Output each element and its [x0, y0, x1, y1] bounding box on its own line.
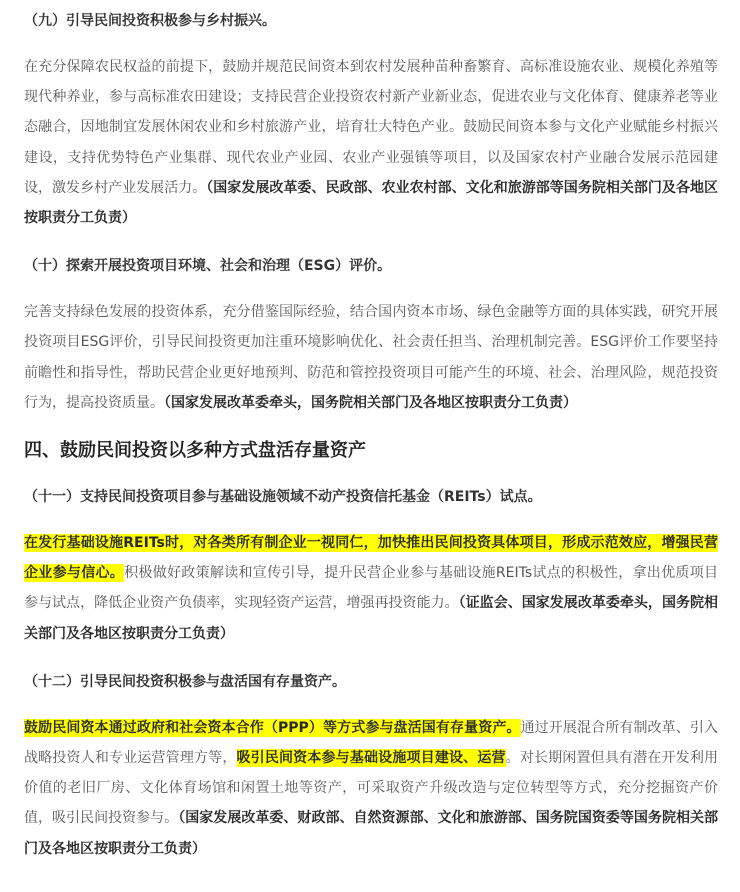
section-10-paragraph — [24, 297, 718, 418]
section-9-body: 在充分保障农民权益的前提下，鼓励并规范民间资本到农村发展种苗种畜繁育、高标准设施农业、规模化养殖等现代种养业，参与高标准农田建设；支持民营企业投资农村新产业新业态，促进农业与文化体育、健康养老等业态融合，因地制宜发展休闲农业和乡村旅游产业，培育壮大特色产业。鼓励民间资本参与文化产业赋能乡村振兴建设，支持优势特色产业集群、现代农业产业园、农业产业强镇等项目，以及国家农村产业融合发展示范园建设，激发乡村产业发展活力。 — [24, 59, 718, 196]
section-11-heading: （十一）支持民间投资项目参与基础设施领域不动产投资信托基金（REITs）试点。 — [24, 489, 542, 506]
section-10-responsible: （国家发展改革委牵头，国务院相关部门及各地区按职责分工负责） — [164, 394, 577, 411]
section-11-highlight: 在发行基础设施REITs时，对各类所有制企业一视同仁，加快推出民间投资具体项目，形成示范效应，增强民营企业参与信心。 — [24, 535, 718, 582]
section-9-responsible: （国家发展改革委、民政部、农业农村部、文化和旅游部等国务院相关部门及各地区按职责分工负责） — [24, 179, 718, 227]
part-4-heading: 四、鼓励民间投资以多种方式盘活存量资产 — [24, 440, 366, 462]
section-12-highlight-1: 鼓励民间资本通过政府和社会资本合作（PPP）等方式参与盘活国有存量资产。 — [24, 719, 521, 736]
section-12-heading: （十二）引导民间投资积极参与盘活国有存量资产。 — [24, 673, 346, 690]
section-11-responsible: （证监会、国家发展改革委牵头，国务院相关部门及各地区按职责分工负责） — [24, 595, 719, 642]
section-9-paragraph — [24, 52, 718, 233]
section-9-heading: （九）引导民间投资积极参与乡村振兴。 — [24, 13, 276, 29]
section-11-body: 积极做好政策解读和宣传引导，提升民营企业参与基础设施REITs试点的积极性，拿出优质项目参与试点，降低企业资产负债率，实现轻资产运营，增强再投资能力。 — [24, 565, 719, 612]
section-12-body-2: 。对长期闲置但具有潜在开发利用价值的老旧厂房、文化体育场馆和闲置土地等资产，可采取资产升级改造与定位转型等方式，充分挖掘资产价值，吸引民间投资参与。 — [24, 750, 719, 827]
section-10-heading: （十）探索开展投资项目环境、社会和治理（ESG）评价。 — [24, 258, 392, 275]
section-10-body: 完善支持绿色发展的投资体系，充分借鉴国际经验，结合国内资本市场、绿色金融等方面的具体实践，研究开展投资项目ESG评价，引导民间投资更加注重环境影响优化、社会责任担当、治理机制完善。ESG评价工作要坚持前瞻性和指导性，帮助民营企业更好地预判、防范和管控投资项目可能产生的环境、社会、治理风险，规范投资行为，提高投资质量。 — [24, 304, 718, 411]
section-12-highlight-2: 吸引民间资本参与基础设施项目建设、运营 — [236, 750, 506, 767]
section-11-paragraph — [24, 528, 718, 649]
section-12-responsible: （国家发展改革委、财政部、自然资源部、文化和旅游部、国务院国资委等国务院相关部门及各地区按职责分工负责） — [24, 810, 719, 857]
section-12-paragraph — [24, 713, 718, 864]
section-12-body-1: 通过开展混合所有制改革、引入战略投资人和专业运营管理方等， — [24, 719, 719, 767]
